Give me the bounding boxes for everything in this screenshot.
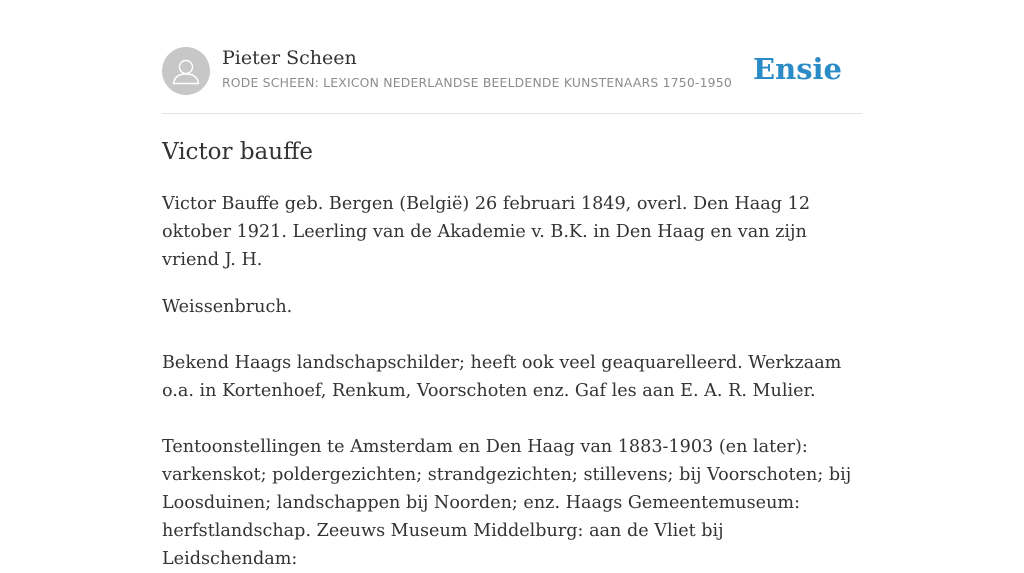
article-paragraph: Weissenbruch. [162, 297, 293, 317]
ensie-logo[interactable]: Ensie [753, 52, 842, 86]
article-title: Victor bauffe [162, 139, 314, 165]
user-avatar-icon[interactable] [162, 47, 210, 95]
paragraph-spacer [162, 405, 862, 433]
header-divider [162, 113, 862, 114]
article-paragraph: Tentoonstellingen te Amsterdam en Den Haag van 1883-1903 (en later): varkenskot; poldergezichten; strandgezichten; stillevens; bij Voorschoten; bij Loosduinen; landschappen bij Noorden; enz. Haags Gemeentemuseum: herfstlandschap. Zeeuws Museum Middelburg: aan de Vliet bij Leidschendam: [162, 437, 852, 569]
source-title[interactable]: RODE SCHEEN: LEXICON NEDERLANDSE BEELDENDE KUNSTENAARS 1750-1950 [222, 75, 732, 90]
paragraph-spacer [162, 321, 862, 349]
article-paragraph: Victor Bauffe geb. Bergen (België) 26 februari 1849, overl. Den Haag 12 oktober 1921. Leerling van de Akademie v. B.K. in Den Haag en van zijn vriend J. H. [162, 194, 811, 270]
author-name[interactable]: Pieter Scheen [222, 47, 357, 69]
avatar-silhouette [162, 47, 210, 95]
paragraph-spacer [162, 274, 862, 293]
article-paragraph: Bekend Haags landschapschilder; heeft ook veel geaquarelleerd. Werkzaam o.a. in Kortenhoef, Renkum, Voorschoten enz. Gaf les aan E. A. R. Mulier. [162, 353, 842, 401]
article-body [162, 190, 862, 573]
article-header [162, 46, 862, 96]
